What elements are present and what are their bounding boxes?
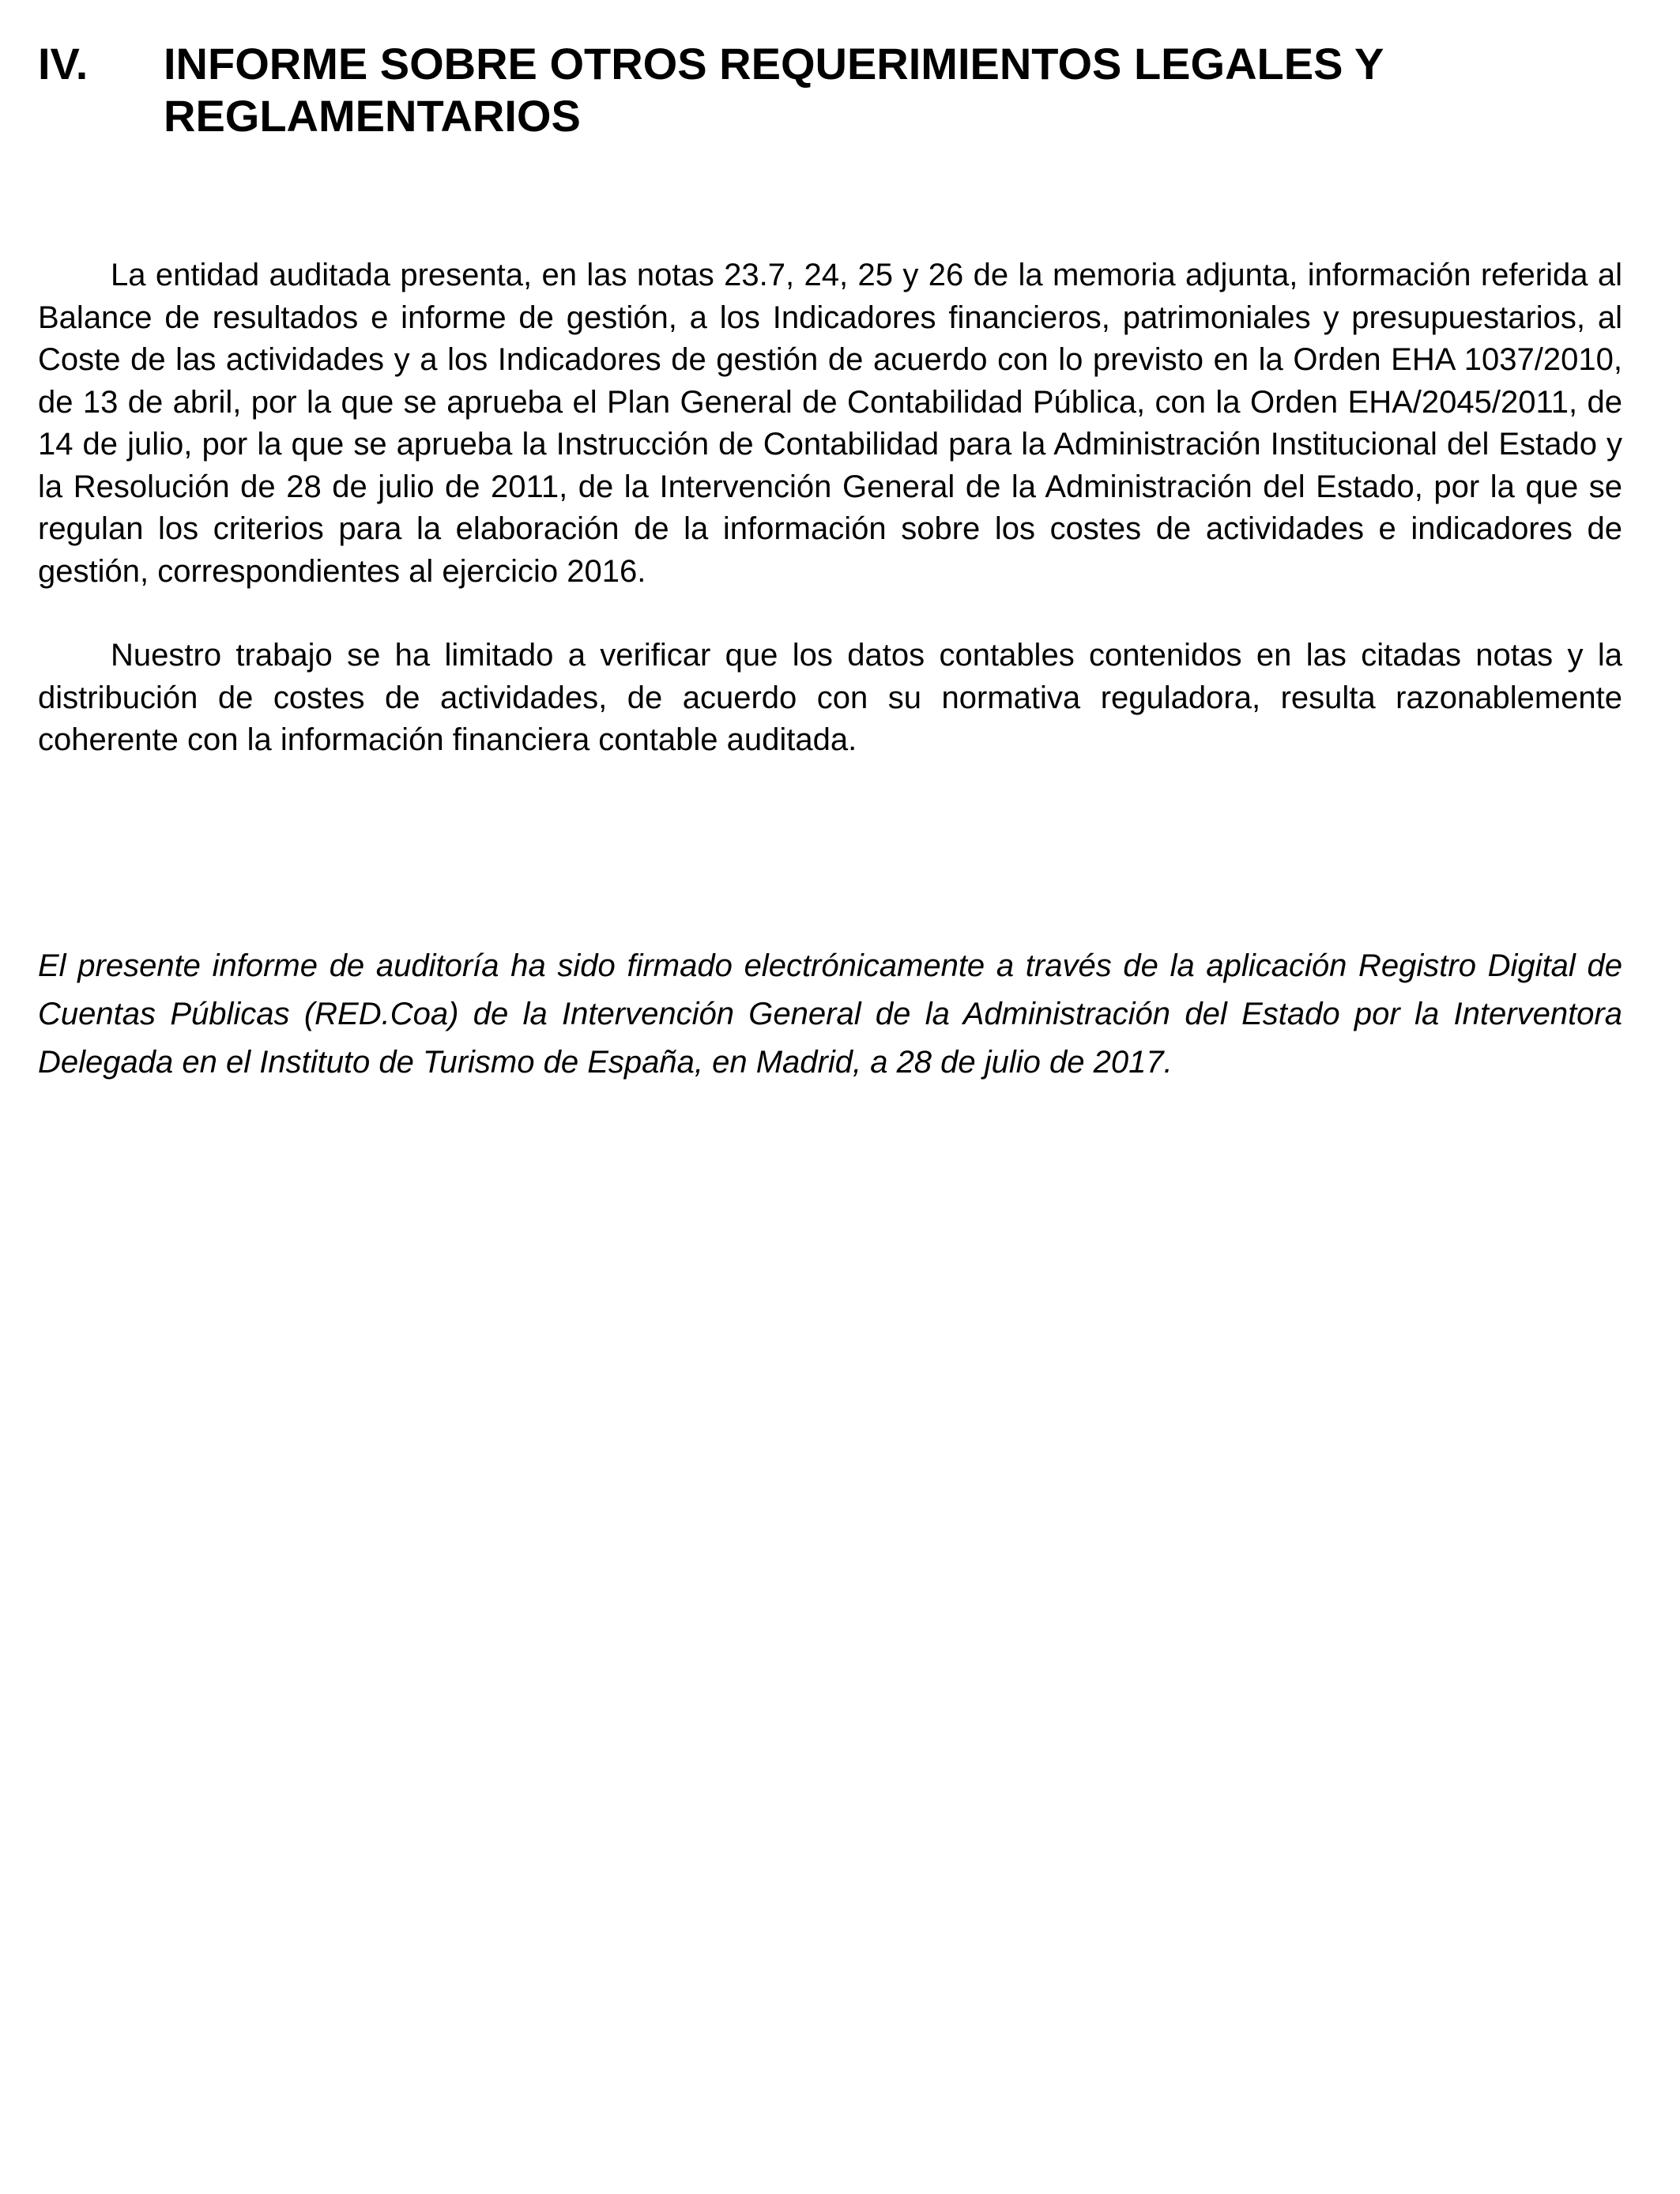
- section-heading: [38, 38, 1622, 142]
- section-number: IV.: [38, 39, 89, 89]
- electronic-signature-note: El presente informe de auditoría ha sido firmado electrónicamente a través de la aplicación Registro Digital de Cuentas Públicas (RED.Coa) de la Intervención General de la Administración del Estado por la Interventora Delegada en el Instituto de Turismo de España, en Madrid, a 28 de julio de 2017.: [38, 948, 1622, 1080]
- paragraph-information-notes: La entidad auditada presenta, en las notas 23.7, 24, 25 y 26 de la memoria adjunta, información referida al Balance de resultados e informe de gestión, a los Indicadores financieros, patrimoniales y presupuestarios, al Coste de las actividades y a los Indicadores de gestión de acuerdo con lo previsto en la Orden EHA 1037/2010, de 13 de abril, por la que se aprueba el Plan General de Contabilidad Pública, con la Orden EHA/2045/2011, de 14 de julio, por la que se aprueba la Instrucción de Contabilidad para la Administración Institucional del Estado y la Resolución de 28 de julio de 2011, de la Intervención General de la Administración del Estado, por la que se regulan los criterios para la elaboración de la información sobre los costes de actividades e indicadores de gestión, correspondientes al ejercicio 2016.: [38, 258, 1622, 589]
- section-title: INFORME SOBRE OTROS REQUERIMIENTOS LEGALES Y REGLAMENTARIOS: [164, 39, 1384, 141]
- paragraph-scope-of-work: Nuestro trabajo se ha limitado a verificar que los datos contables contenidos en las citadas notas y la distribución de costes de actividades, de acuerdo con su normativa reguladora, resulta razonablemente coherente con la información financiera contable auditada.: [38, 638, 1622, 757]
- document-page: [38, 38, 1622, 1087]
